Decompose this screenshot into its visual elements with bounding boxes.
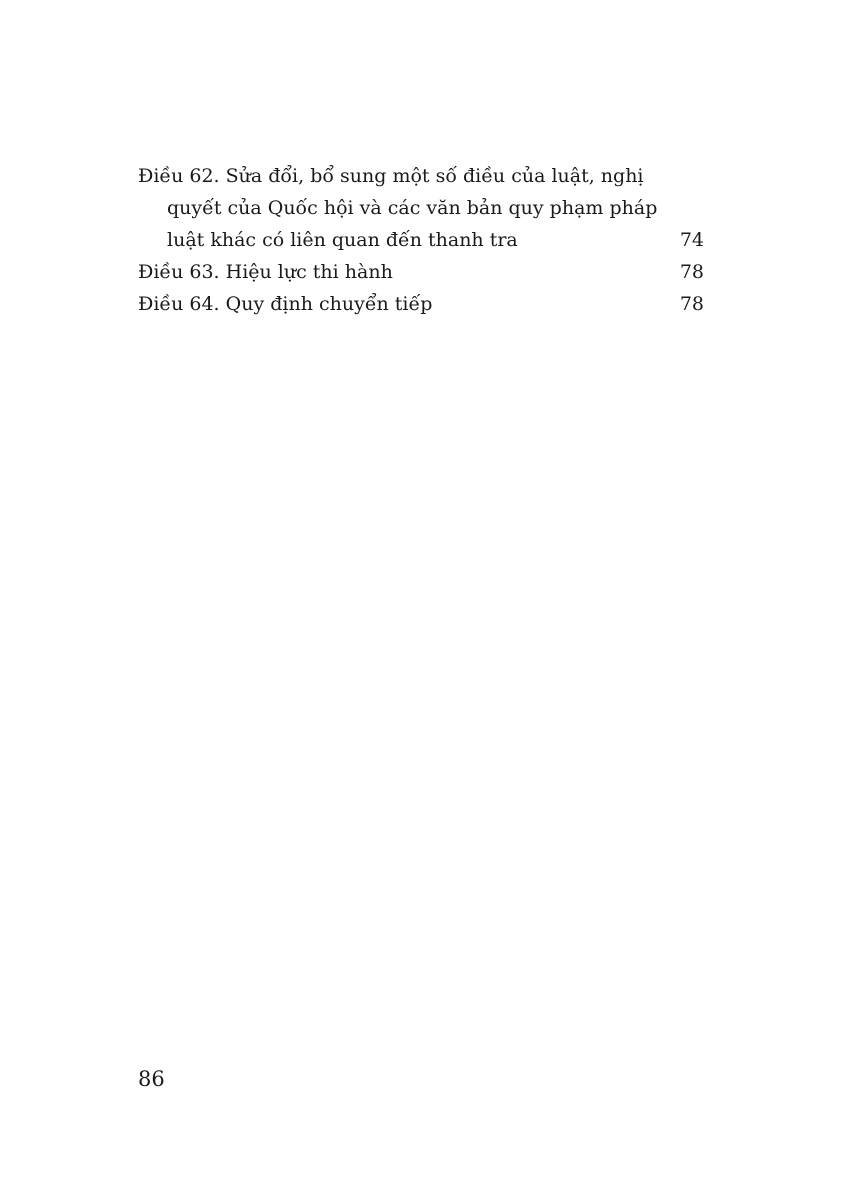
toc-entry-dieu-63[interactable] bbox=[138, 256, 704, 288]
toc-entry-title-line: quyết của Quốc hội và các văn bản quy phạm pháp bbox=[167, 197, 658, 219]
table-of-contents bbox=[138, 160, 704, 320]
toc-entry-dieu-62[interactable] bbox=[138, 160, 704, 256]
toc-entry-last-line bbox=[138, 256, 704, 288]
toc-entry-page-ref: 78 bbox=[679, 261, 704, 283]
toc-entry-page-ref: 78 bbox=[679, 293, 704, 315]
toc-entry-title-line: Điều 63. Hiệu lực thi hành bbox=[138, 261, 393, 283]
toc-entry-last-line bbox=[138, 224, 704, 256]
toc-entry-dieu-64[interactable] bbox=[138, 288, 704, 320]
toc-entry-title-line: Điều 62. Sửa đổi, bổ sung một số điều của luật, nghị bbox=[138, 165, 644, 187]
toc-entry-title-line: Điều 64. Quy định chuyển tiếp bbox=[138, 293, 433, 315]
toc-entry-page-ref: 74 bbox=[679, 229, 704, 251]
page-number: 86 bbox=[138, 1067, 165, 1091]
toc-entry-last-line bbox=[138, 288, 704, 320]
toc-entry-title-line: luật khác có liên quan đến thanh tra bbox=[167, 229, 518, 251]
